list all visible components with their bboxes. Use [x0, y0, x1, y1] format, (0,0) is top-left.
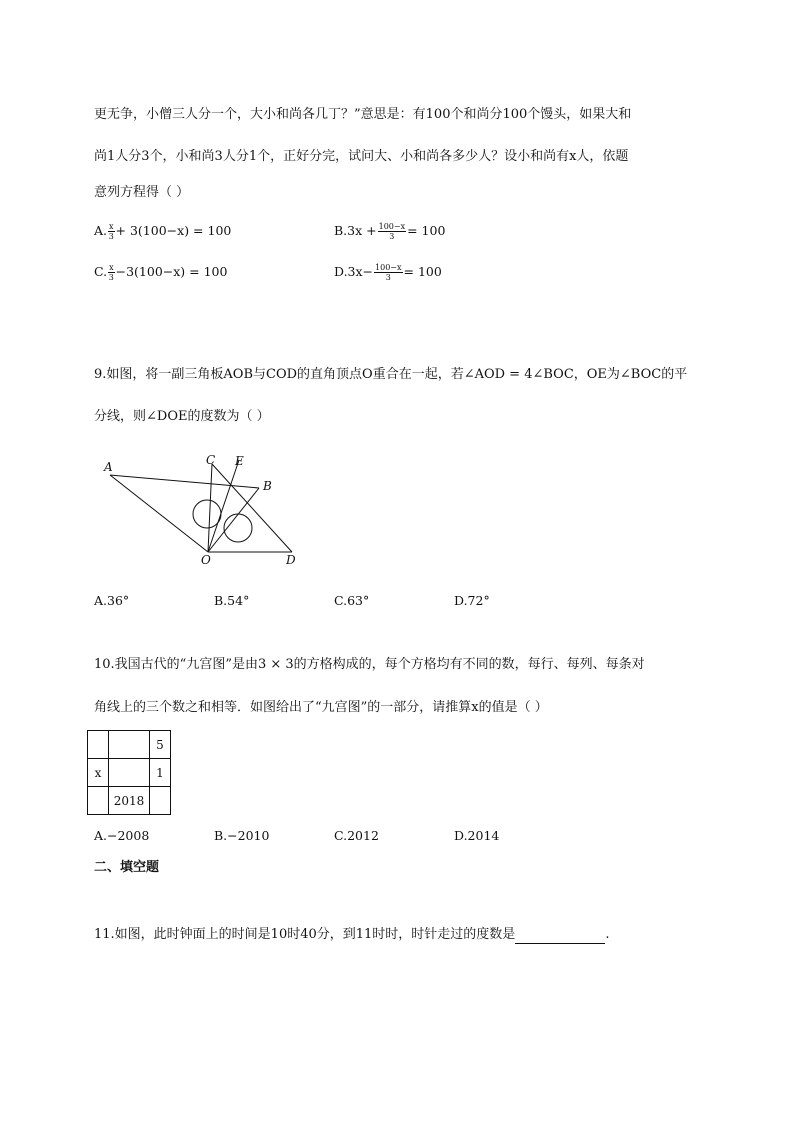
grid-cell: 1 [150, 759, 171, 787]
grid-row [88, 759, 171, 787]
q10-option-d[interactable]: D.2014 [454, 828, 500, 843]
ray-oe [208, 460, 239, 552]
option-a-prefix: A. [94, 223, 108, 238]
grid-cell: x [88, 759, 109, 787]
option-d-rest: = 100 [403, 264, 442, 279]
label-e: E [235, 454, 244, 468]
grid-cell [109, 759, 150, 787]
q9-option-c[interactable]: C.63° [334, 593, 370, 608]
grid-cell [88, 787, 109, 815]
label-d: D [286, 553, 296, 567]
q10-option-a[interactable]: A.−2008 [94, 828, 150, 843]
edge-cd [212, 464, 292, 552]
q8-option-a[interactable] [94, 222, 231, 241]
q10-line-1: 10.我国古代的“九宫图”是由3 × 3的方格构成的，每个方格均有不同的数，每行、每列、每条对 [94, 657, 645, 672]
edge-ab [110, 475, 259, 488]
grid-cell: 5 [150, 731, 171, 759]
q9-option-a[interactable]: A.36° [94, 593, 130, 608]
q11-end: . [605, 927, 610, 942]
option-d-fraction: $\frac{100-x}{3}$ [375, 263, 402, 282]
q11-text: 11.如图，此时钟面上的时间是10时40分，到11时时，时针走过的度数是 [94, 927, 516, 942]
edge-oc [208, 464, 212, 552]
triangle-hole-right [224, 514, 252, 542]
q8-line-3: 意列方程得（ ） [94, 185, 190, 200]
q9-option-b[interactable]: B.54° [214, 593, 250, 608]
q10-option-b[interactable]: B.−2010 [214, 828, 270, 843]
triangle-hole-left [193, 500, 221, 528]
q10-line-2: 角线上的三个数之和相等．如图给出了“九宫图”的一部分，请推算x的值是（ ） [94, 700, 548, 715]
answer-blank[interactable] [515, 929, 605, 944]
edge-ob [208, 488, 259, 552]
q8-line-2: 尚1人分3个，小和尚3人分1个，正好分完，试问大、小和尚各多少人？设小和尚有x人，依题 [94, 149, 629, 164]
nine-palace-grid [87, 730, 171, 815]
label-a: A [104, 460, 113, 474]
label-c: C [206, 453, 216, 467]
option-a-rest: + 3(100−x) = 100 [115, 223, 232, 238]
grid-cell [88, 731, 109, 759]
q8-option-c[interactable] [94, 263, 227, 282]
grid-cell: 2018 [109, 787, 150, 815]
option-c-prefix: C. [94, 264, 108, 279]
section-title: 二、填空题 [94, 860, 160, 875]
option-b-prefix: B.3x + [334, 223, 377, 238]
grid-cell [109, 731, 150, 759]
grid-row [88, 731, 171, 759]
q8-option-d[interactable] [334, 263, 442, 282]
q8-line-1: 更无争，小僧三人分一个，大小和尚各几丁？”意思是：有100个和尚分100个馒头，如果大和 [94, 107, 632, 122]
label-b: B [263, 479, 272, 493]
q8-option-b[interactable] [334, 222, 445, 241]
q9-triangle-figure [96, 448, 316, 578]
q9-option-d[interactable]: D.72° [454, 593, 490, 608]
option-c-fraction: $\frac{x}{3}$ [108, 263, 114, 282]
option-a-fraction: $\frac{x}{3}$ [108, 222, 114, 241]
q9-line-2: 分线，则∠DOE的度数为（ ） [94, 409, 270, 424]
option-b-rest: = 100 [407, 223, 446, 238]
grid-cell [150, 787, 171, 815]
option-b-fraction: $\frac{100-x}{3}$ [378, 222, 406, 241]
q9-line-1: 9.如图，将一副三角板AOB与COD的直角顶点O重合在一起，若∠AOD = 4∠BOC，OE为∠BOC的平 [94, 367, 688, 382]
label-o: O [201, 553, 211, 567]
q10-option-c[interactable]: C.2012 [334, 828, 379, 843]
option-d-prefix: D.3x− [334, 264, 374, 279]
option-c-rest: −3(100−x) = 100 [115, 264, 228, 279]
q11-line [94, 926, 609, 944]
grid-row [88, 787, 171, 815]
